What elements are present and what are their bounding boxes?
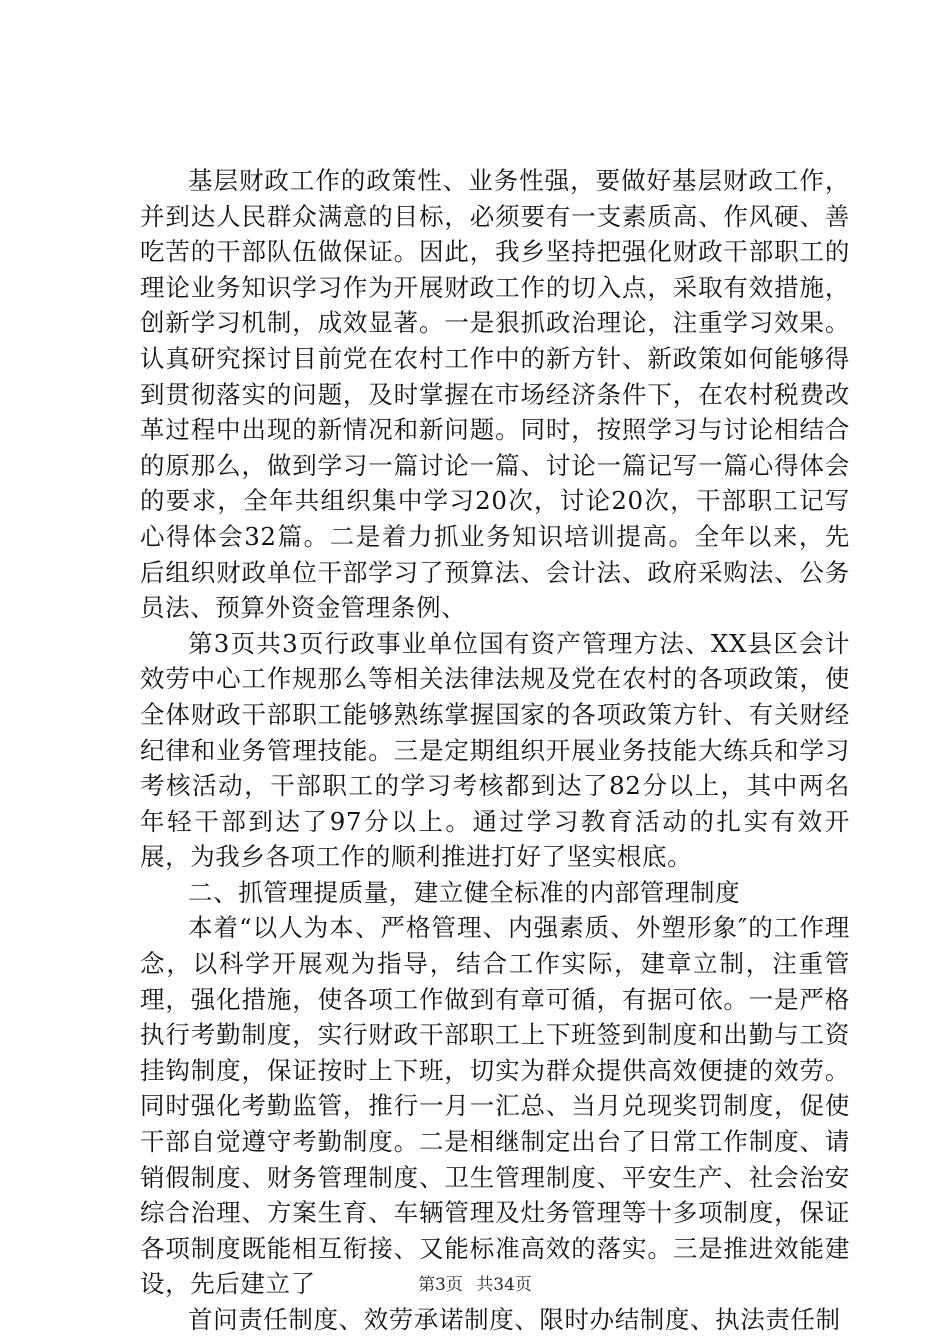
page-number-current: 第3页	[418, 1275, 463, 1295]
document-body	[140, 163, 850, 1338]
paragraph-responsibility-system: 首问责任制度、效劳承诺制度、限时办结制度、执法责任制	[188, 1305, 841, 1334]
page-footer	[0, 1270, 950, 1295]
paragraph-management-system: 本着“以人为本、严格管理、内强素质、外塑形象″的工作理念，以科学开展观为指导，结合工作实际，建章立制，注重管理，强化措施，使各项工作做到有章可循，有据可依。一是严格执行考勤制度，实行财政干部职工上下班签到制度和出勤与工资挂钩制度，保证按时上下班，切实为群众提供高效便捷的效劳。同时强化考勤监管，推行一月一汇总、当月兑现奖罚制度，促使干部自觉遵守考勤制度。二是相继制定出台了日常工作制度、请销假制度、财务管理制度、卫生管理制度、平安生产、社会治安综合治理、方案生育、车辆管理及灶务管理等十多项制度，保证各项制度既能相互衔接、又能标准高效的落实。三是推进效能建设，先后建立了	[140, 913, 850, 1299]
paragraph-study-training: 基层财政工作的政策性、业务性强，要做好基层财政工作，并到达人民群众满意的目标，必须要有一支素质高、作风硬、善吃苦的干部队伍做保证。因此，我乡坚持把强化财政干部职工的理论业务知识学习作为开展财政工作的切入点，采取有效措施，创新学习机制，成效显著。一是狠抓政治理论，注重学习效果。认真研究探讨目前党在农村工作中的新方针、新政策如何能够得到贯彻落实的问题，及时掌握在市场经济条件下，在农村税费改革过程中出现的新情况和新问题。同时，按照学习与讨论相结合的原那么，做到学习一篇讨论一篇、讨论一篇记写一篇心得体会的要求，全年共组织集中学习20次，讨论20次，干部职工记写心得体会32篇。二是着力抓业务知识培训提高。全年以来，先后组织财政单位干部学习了预算法、会计法、政府采购法、公务员法、预算外资金管理条例、	[140, 166, 850, 623]
paragraph-study-continued: 第3页共3页行政事业单位国有资产管理方法、XX县区会计效劳中心工作规那么等相关法律法规及党在农村的各项政策，使全体财政干部职工能够熟练掌握国家的各项政策方针、有关财经纪律和业务管理技能。三是定期组织开展业务技能大练兵和学习考核活动，干部职工的学习考核都到达了82分以上，其中两名年轻干部到达了97分以上。通过学习教育活动的扎实有效开展，为我乡各项工作的顺利推进打好了坚实根底。	[140, 628, 850, 872]
section-heading-management: 二、抓管理提质量，建立健全标准的内部管理制度	[188, 877, 741, 907]
page-number-total: 共34页	[476, 1275, 532, 1295]
